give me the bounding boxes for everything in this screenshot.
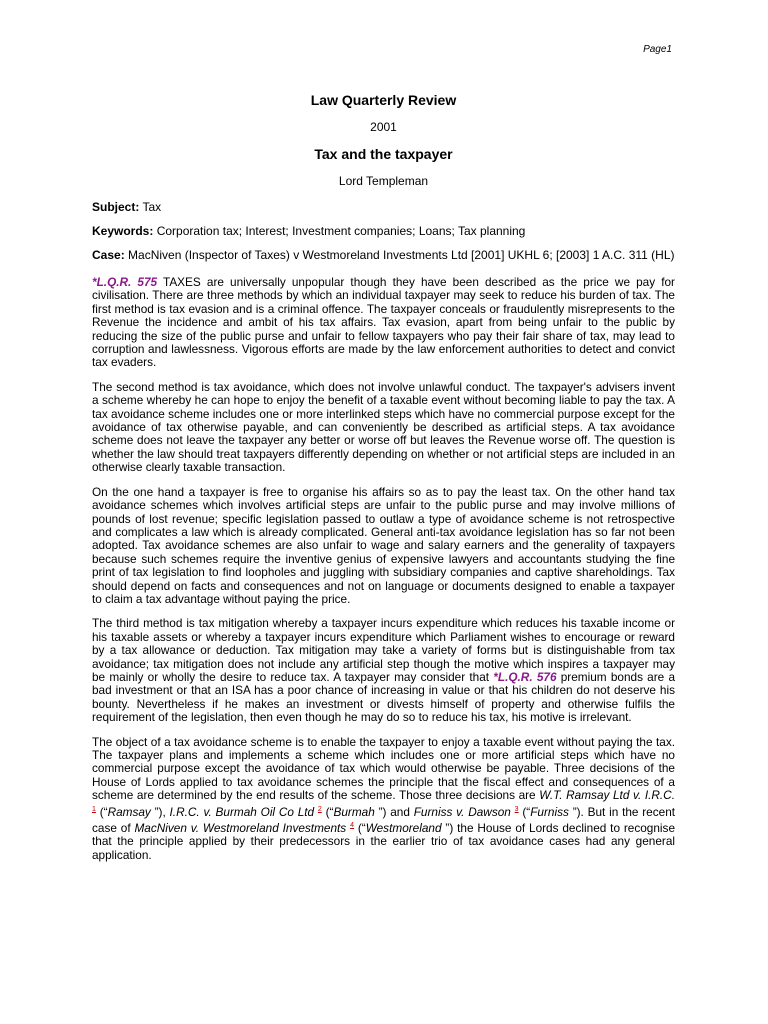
paragraph-5-text: The object of a tax avoidance scheme is to enable the taxpayer to enjoy a taxable event without paying the tax. The taxpayer plans and implements a scheme which includes one or more artificial steps which have no commercial purpose except the avoidance of tax which would otherwise be payable. Three decisions of the House of Lords applied to tax avoidance schemes the principle that the fiscal effect and consequences of a scheme are determined by the end results of the scheme. Those three decisions are (92, 734, 675, 803)
footnote-link-1[interactable]: 1 (92, 805, 96, 813)
subject-value: Tax (139, 200, 162, 214)
case-label: Case: (92, 248, 125, 262)
paragraph-5-text: (“ (353, 821, 366, 836)
case-citation-ramsay: W.T. Ramsay Ltd v. I.R.C. (539, 788, 675, 803)
paragraph-2: The second method is tax avoidance, which does not involve unlawful conduct. The taxpayer's advisers invent a scheme whereby he can hope to enjoy the benefit of a taxable event without becoming liable to pay the tax. A tax avoidance scheme includes one or more interlinked steps which have no commercial purpose except for the avoidance of tax otherwise payable, and can conveniently be described as artificial steps. A tax avoidance scheme does not leave the taxpayer any better or worse off but leaves the Revenue worse off. The question is whether the law should treat taxpayers differently depending on whether or not artificial steps are included in an otherwise clearly taxable transaction. (92, 379, 675, 475)
article-author: Lord Templeman (338, 174, 429, 188)
case-citation-westmoreland: MacNiven v. Westmoreland Investments (134, 821, 347, 836)
paragraph-4-text-b: premium bonds are a bad investment or that an ISA has a poor chance of increasing in value or that his children do not deserve his bounty. Nevertheless if he makes an investment or divests himself of property and otherwise fulfils the requirement of the legislation, then even though he may do so to reduce his tax, his motive is irrelevant. (92, 669, 676, 725)
case-short-furniss: Furniss (530, 804, 569, 819)
footnote-link-2[interactable]: 2 (317, 805, 322, 813)
case-short-ramsay: Ramsay (107, 804, 151, 819)
paragraph-5-text: (“ (518, 804, 531, 819)
paragraph-5 (92, 736, 675, 863)
paragraph-3: On the one hand a taxpayer is free to organise his affairs so as to pay the least tax. On the other hand tax avoidance schemes which involves artificial steps are unfair to the public purse and may involve millions of pounds of lost revenue; specific legislation passed to outlaw a type of avoidance scheme is not retrospective and complicates a law which is already complicated. General anti-tax avoidance legislation has so far not been adopted. Tax avoidance schemes are also unfair to wage and salary earners and the generality of taxpayers because such schemes require the inventive genius of expensive lawyers and accountants studying the fine print of tax legislation to find loopholes and juggling with subsidiary companies and captive shareholdings. Tax should depend on facts and consequences and not on language or documents designed to enable a taxpayer to claim a tax advantage without paying the price. (92, 484, 675, 606)
journal-title: Law Quarterly Review (310, 92, 457, 108)
paragraph-5-text: ”) the House of Lords declined to recognise that the principle applied by their predecessors in the earlier trio of tax avoidance cases had any general application. (92, 821, 676, 862)
case-short-burmah: Burmah (333, 804, 375, 819)
case-citation-burmah: I.R.C. v. Burmah Oil Co Ltd (169, 804, 315, 819)
lqr-page-ref-575[interactable]: *L.Q.R. 575 (92, 275, 158, 289)
paragraph-5-text: (“ (321, 804, 334, 819)
subject-label: Subject: (92, 200, 140, 214)
case-line (92, 248, 675, 262)
paragraph-5-text: (“ (95, 804, 108, 819)
keywords-value: Corporation tax; Interest; Investment companies; Loans; Tax planning (153, 224, 526, 238)
case-citation-furniss: Furniss v. Dawson (413, 804, 511, 819)
publication-year: 2001 (370, 120, 397, 134)
paragraph-5-text: ”), (150, 804, 170, 819)
keywords-line (92, 224, 675, 238)
article-content (92, 92, 675, 873)
article-title: Tax and the taxpayer (314, 146, 453, 162)
lqr-page-ref-576[interactable]: *L.Q.R. 576 (493, 669, 557, 684)
paragraph-4-text-a: The third method is tax mitigation whereby a taxpayer incurs expenditure which reduces his taxable income or his taxable assets or whereby a taxpayer incurs expenditure which Parliament wishes to encourage or reward by a tax allowance or deduction. Tax mitigation may take a variety of forms but is distinguishable from tax avoidance; tax mitigation does not include any artificial step though the motive which inspires a taxpayer may be mainly or wholly the desire to reduce tax. A taxpayer may consider that (92, 616, 675, 684)
paragraph-1 (92, 276, 675, 370)
subject-line (92, 200, 675, 214)
paragraph-4 (92, 617, 675, 724)
paragraph-5-text: ”). But in the recent case of (92, 804, 676, 836)
page-number: Page1 (643, 44, 672, 55)
case-short-westmoreland: Westmoreland (365, 821, 442, 836)
paragraph-5-text: ”) and (374, 804, 414, 819)
keywords-label: Keywords: (92, 224, 154, 238)
paragraph-1-text: TAXES are universally unpopular though they have been described as the price we pay for civilisation. There are three methods by which an individual taxpayer may seek to reduce his burden of tax. The first method is tax evasion and is a criminal offence. The taxpayer conceals or fraudulently misrepresents to the Revenue the incidence and ambit of his tax affairs. Tax evasion, apart from being unfair to the public by reducing the size of the public purse and unfair to fellow taxpayers who pay their fair share of tax, may lead to corruption and lawlessness. Vigorous efforts are made by the law enforcement authorities to detect and convict tax evaders. (92, 275, 675, 370)
footnote-link-3[interactable]: 3 (514, 805, 519, 813)
footnote-link-4[interactable]: 4 (350, 822, 354, 830)
case-value: MacNiven (Inspector of Taxes) v Westmoreland Investments Ltd [2001] UKHL 6; [2003] 1 A.C. 311 (HL) (124, 248, 675, 262)
